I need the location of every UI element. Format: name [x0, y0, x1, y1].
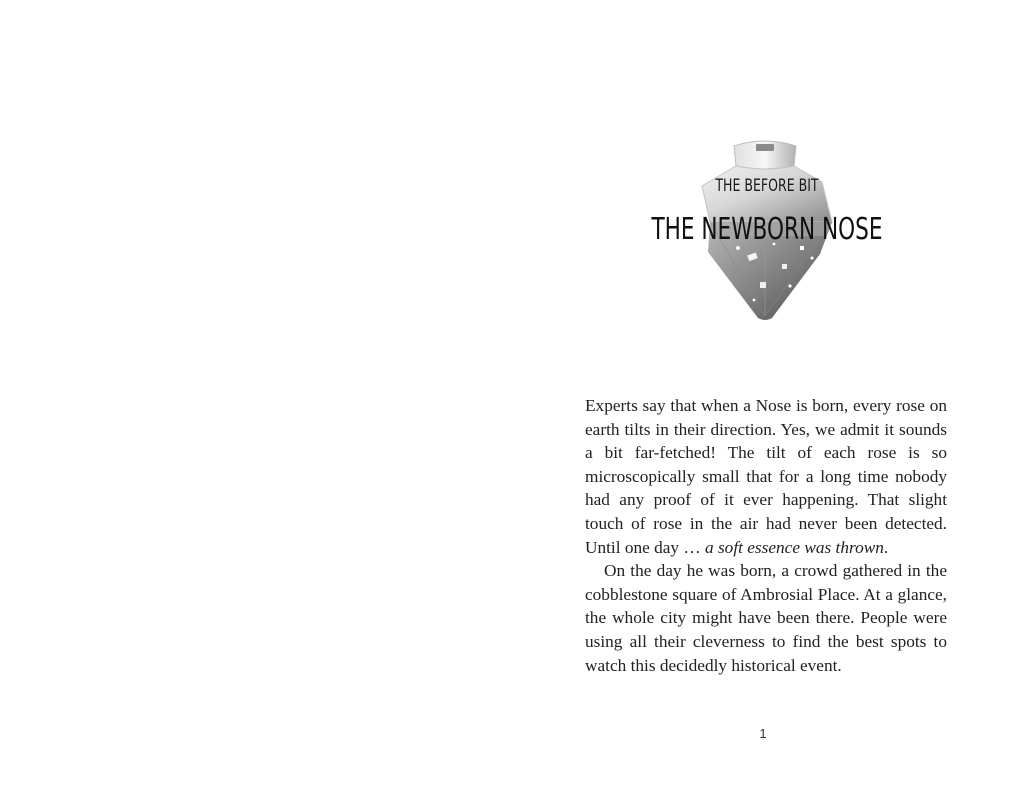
body-text	[585, 394, 947, 677]
chapter-label: THE BEFORE BIT	[715, 176, 819, 196]
paragraph-1-end: .	[883, 537, 889, 557]
page-number: 1	[759, 726, 767, 741]
paragraph-2: On the day he was born, a crowd gathered in the cobblestone square of Ambrosial Place. At a glance, the whole city might have been there. People were using all their cleverness to find the best spots to watch this decidedly historical event.	[585, 561, 947, 675]
paragraph-1-emphasis: a soft essence was thrown	[705, 537, 884, 557]
paragraph-1	[585, 394, 947, 559]
paragraph-1-text: Experts say that when a Nose is born, every rose on earth tilts in their direction. Yes, we admit it sounds a bit far-fetched! The tilt of each rose is so microscopically small that for a long time nobody had any proof of it ever happening. That slight touch of rose in the air had never been detected. Until one day …	[585, 396, 947, 557]
chapter-title: THE NEWBORN NOSE	[651, 212, 883, 247]
